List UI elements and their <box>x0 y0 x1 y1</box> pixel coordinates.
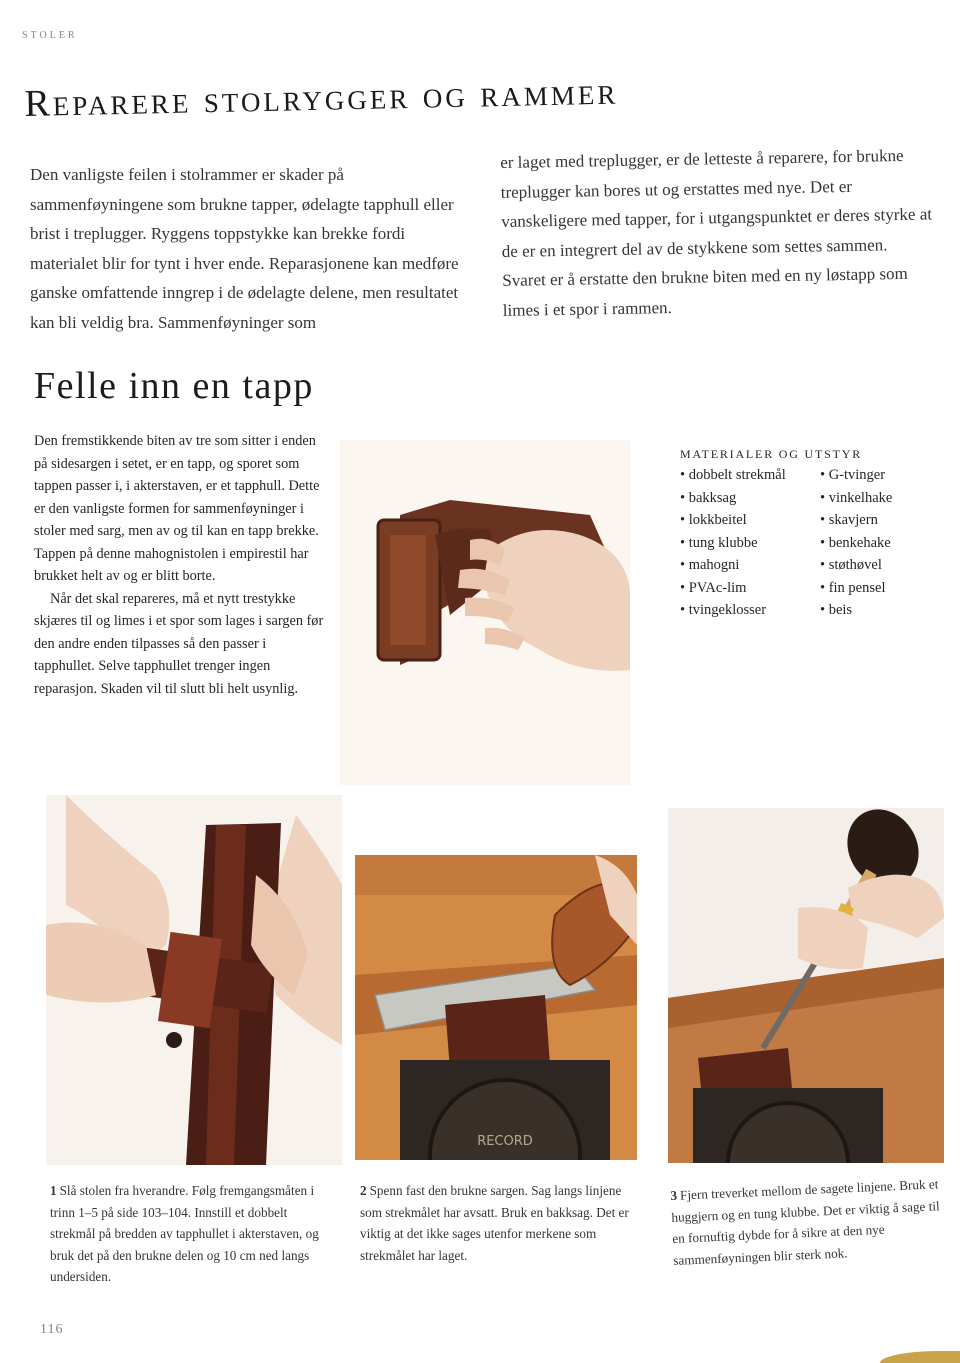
photo-step-2-sawing <box>355 855 637 1160</box>
section-body <box>34 430 326 700</box>
materials-list-1 <box>680 464 820 622</box>
material-item: • lokkbeitel <box>680 509 820 532</box>
photo-step-1-marking-gauge <box>46 795 342 1165</box>
section-paragraph-1: Den fremstikkende biten av tre som sitter i enden på sidesargen i setet, er en tapp, og sporet som tappen passer i, i akterstaven, er et tapphull. Dette er den vanligste formen for sammenføyninger i stoler med sarg, men av og til kan en tapp brekke. Tappen på denne mahognistolen i empirestil har brukket helt av og er blitt borte. <box>34 433 320 584</box>
caption-text: Spenn fast den brukne sargen. Sag langs linjene som strekmålet har avsatt. Bruk en bakksag. Det er viktig at det ikke sages utenfor merkene som strekmålet har laget. <box>360 1183 629 1263</box>
caption-number: 2 <box>360 1183 367 1198</box>
intro-text-right: er laget med treplugger, er de letteste å reparere, for brukne treplugger kan bores ut og erstattes med nye. Det er vanskeligere med tapper, for i utgangspunktet er deres styrke at de er en integrert del av de stykkene som settes sammen. Svaret er å erstatte den brukne biten med en ny løstapp som limes i et spor i rammen. <box>500 145 933 320</box>
material-item: • beis <box>820 599 894 622</box>
material-item: • dobbelt strekmål <box>680 464 820 487</box>
material-item: • tvingeklosser <box>680 599 820 622</box>
caption-text: Slå stolen fra hverandre. Følg fremgangsmåten i trinn 1–5 på side 103–104. Innstill et dobbelt strekmål på bredden av tapphullet i akterstaven, og bruk det på den brukne delen og 10 cm ned langs undersiden. <box>50 1183 319 1284</box>
caption-step-1 <box>50 1180 335 1288</box>
running-head: STOLER <box>22 30 78 41</box>
materials-list-2 <box>820 464 894 622</box>
material-item: • støthøvel <box>820 554 894 577</box>
intro-text-left: Den vanligste feilen i stolrammer er skader på sammenføyningene som brukne tapper, ødelagte tapphull eller brist i treplugger. Ryggens toppstykke kan brekke fordi materialet blir for tynt i hver ende. Reparasjonene kan medføre ganske omfattende inngrep i de ødelagte delene, men resultatet kan bli veldig bra. Sammenføyninger som <box>30 165 459 332</box>
vise-brand-label: RECORD <box>477 1134 533 1149</box>
section-paragraph-2: Når det skal repareres, må et nytt trestykke skjæres til og limes i et spor som lages i sargen før den andre enden tilpasses så den passer i tapphullet. Selve tapphullet trenger ingen reparasjon. Skaden vil til slutt bli helt usynlig. <box>34 590 324 697</box>
page-number: 116 <box>40 1322 64 1337</box>
caption-step-2 <box>360 1180 638 1266</box>
caption-number: 3 <box>670 1187 678 1203</box>
material-item: • benkehake <box>820 532 894 555</box>
material-item: • G-tvinger <box>820 464 894 487</box>
material-item: • PVAc-lim <box>680 577 820 600</box>
material-item: • vinkelhake <box>820 487 894 510</box>
section-heading: Felle inn en tapp <box>34 365 314 407</box>
material-item: • tung klubbe <box>680 532 820 555</box>
page-corner-mark <box>880 1351 960 1363</box>
material-item: • mahogni <box>680 554 820 577</box>
page-title: Reparere stolrygger og rammer <box>24 70 619 125</box>
material-item: • skavjern <box>820 509 894 532</box>
caption-number: 1 <box>50 1183 57 1198</box>
materials-heading: MATERIALER OG UTSTYR <box>680 447 862 461</box>
material-item: • fin pensel <box>820 577 894 600</box>
material-item: • bakksag <box>680 487 820 510</box>
photo-broken-rail <box>340 440 630 785</box>
materials-box <box>680 447 940 622</box>
photo-step-3-chiselling <box>668 808 944 1163</box>
caption-text: Fjern treverket mellom de sagete linjene. Bruk et huggjern og en tung klubbe. Det er viktig å sage til en fornuftig dybde for å sikre at den nye sammenføyningen blir sterk nok. <box>671 1176 940 1268</box>
caption-step-3 <box>670 1173 943 1271</box>
